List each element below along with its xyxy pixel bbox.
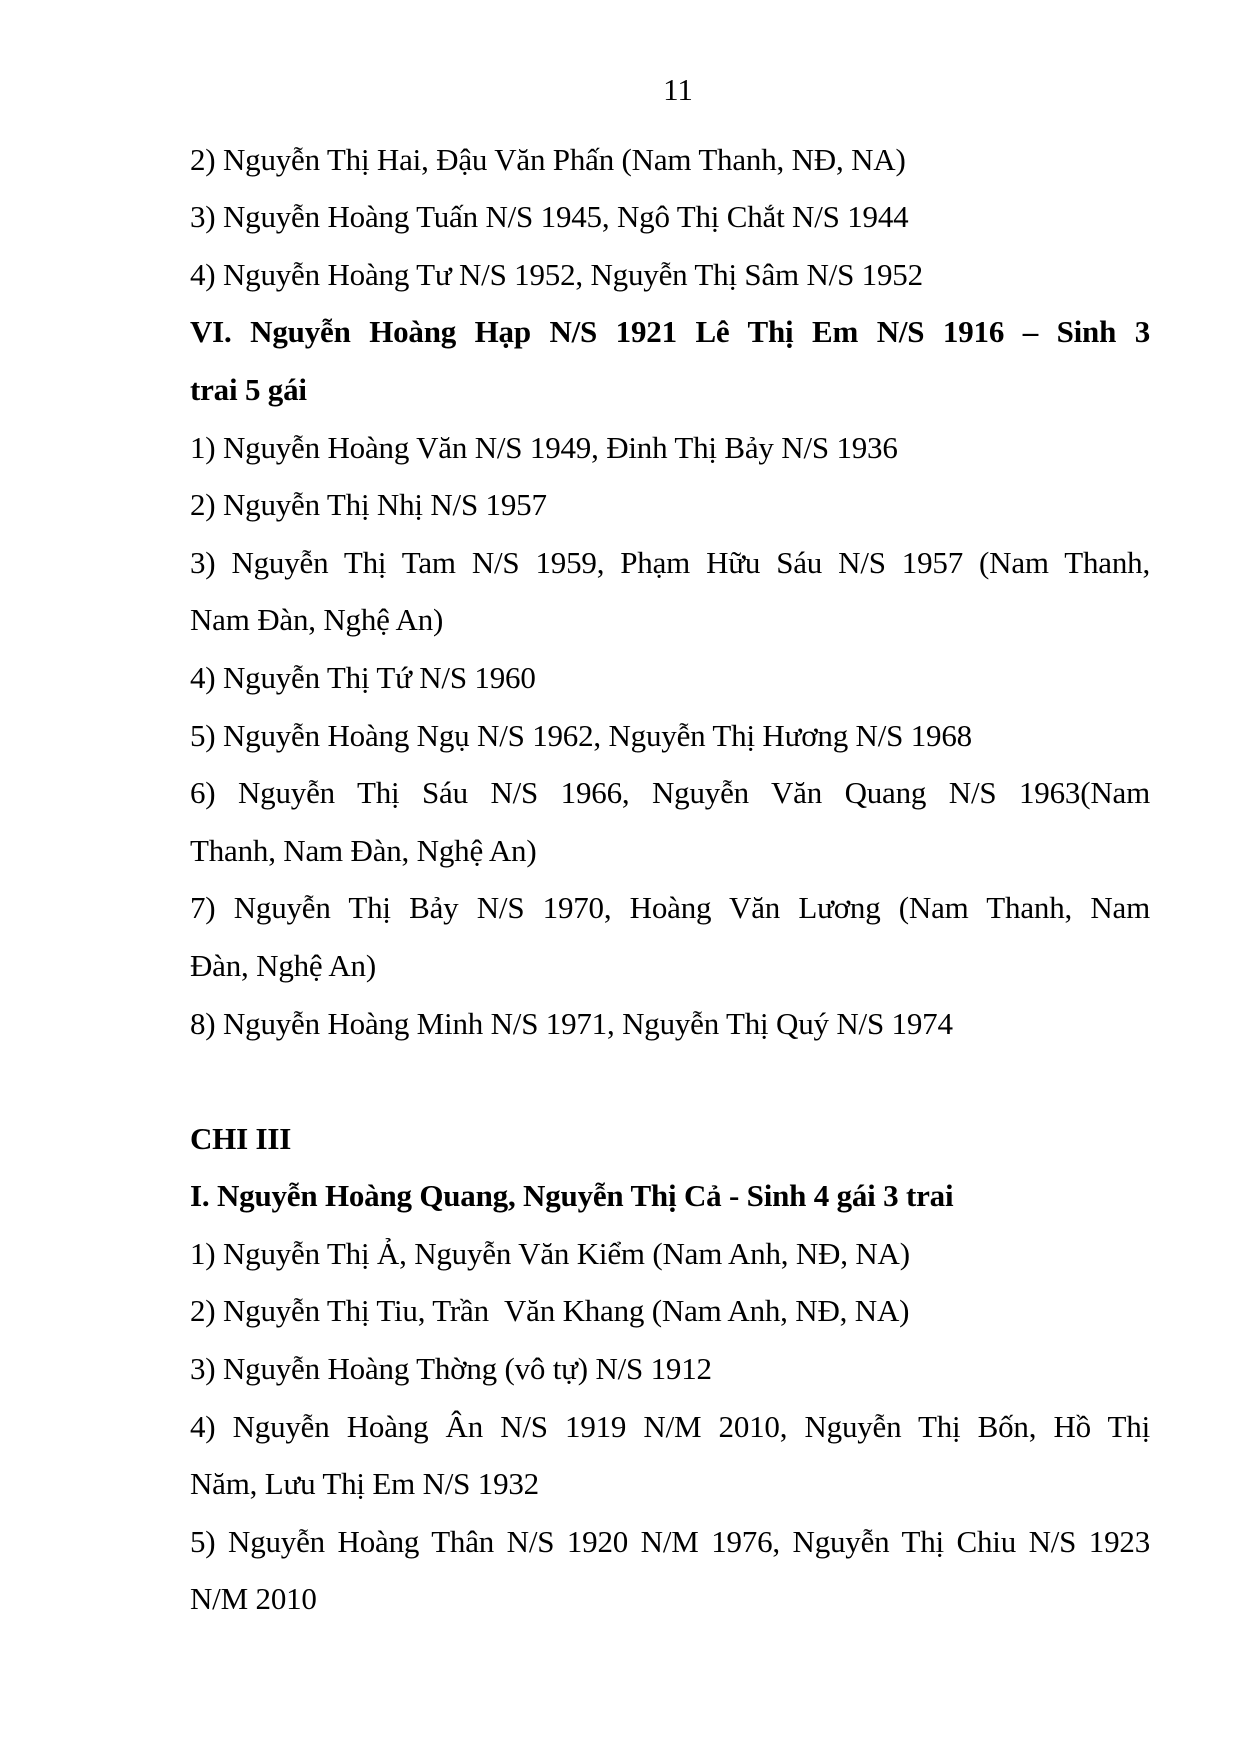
text-line: 1) Nguyễn Hoàng Văn N/S 1949, Đinh Thị Bảy N/S 1936 [190,429,898,465]
text-line-continuation: Đàn, Nghệ An) [190,947,376,983]
text-line: 6) Nguyễn Thị Sáu N/S 1966, Nguyễn Văn Quang N/S 1963(Nam [190,775,1150,811]
section-heading-continuation: trai 5 gái [190,371,307,407]
text-line-continuation: Năm, Lưu Thị Em N/S 1932 [190,1466,539,1502]
section-heading: VI. Nguyễn Hoàng Hạp N/S 1921 Lê Thị Em N/S 1916 – Sinh 3 [190,314,1150,350]
text-line: 4) Nguyễn Thị Tứ N/S 1960 [190,659,536,695]
chapter-heading: CHI III [190,1120,292,1156]
section-heading: I. Nguyễn Hoàng Quang, Nguyễn Thị Cả - Sinh 4 gái 3 trai [190,1178,954,1214]
text-line: 1) Nguyễn Thị Ả, Nguyễn Văn Kiểm (Nam Anh, NĐ, NA) [190,1235,910,1271]
text-line: 2) Nguyễn Thị Tiu, Trần Văn Khang (Nam Anh, NĐ, NA) [190,1293,910,1329]
text-line: 7) Nguyễn Thị Bảy N/S 1970, Hoàng Văn Lương (Nam Thanh, Nam [190,890,1150,926]
text-line: 5) Nguyễn Hoàng Ngụ N/S 1962, Nguyễn Thị Hương N/S 1968 [190,717,972,753]
text-line: 3) Nguyễn Thị Tam N/S 1959, Phạm Hữu Sáu N/S 1957 (Nam Thanh, [190,544,1150,580]
text-line: 4) Nguyễn Hoàng Ân N/S 1919 N/M 2010, Nguyễn Thị Bốn, Hồ Thị [190,1408,1150,1444]
text-line-continuation: Nam Đàn, Nghệ An) [190,602,444,638]
blank-line [190,1052,1150,1110]
text-line: 8) Nguyễn Hoàng Minh N/S 1971, Nguyễn Thị Quý N/S 1974 [190,1005,953,1041]
text-line-continuation: Thanh, Nam Đàn, Nghệ An) [190,832,537,868]
text-line: 3) Nguyễn Hoàng Tuấn N/S 1945, Ngô Thị Chắt N/S 1944 [190,199,909,235]
text-line: 2) Nguyễn Thị Hai, Đậu Văn Phấn (Nam Thanh, NĐ, NA) [190,141,906,177]
text-line: 5) Nguyễn Hoàng Thân N/S 1920 N/M 1976, Nguyễn Thị Chiu N/S 1923 [190,1523,1150,1559]
text-line-continuation: N/M 2010 [190,1581,317,1617]
text-line: 2) Nguyễn Thị Nhị N/S 1957 [190,487,547,523]
page-number: 11 [663,72,693,107]
text-line: 4) Nguyễn Hoàng Tư N/S 1952, Nguyễn Thị Sâm N/S 1952 [190,256,923,292]
text-line: 3) Nguyễn Hoàng Thờng (vô tự) N/S 1912 [190,1351,712,1387]
